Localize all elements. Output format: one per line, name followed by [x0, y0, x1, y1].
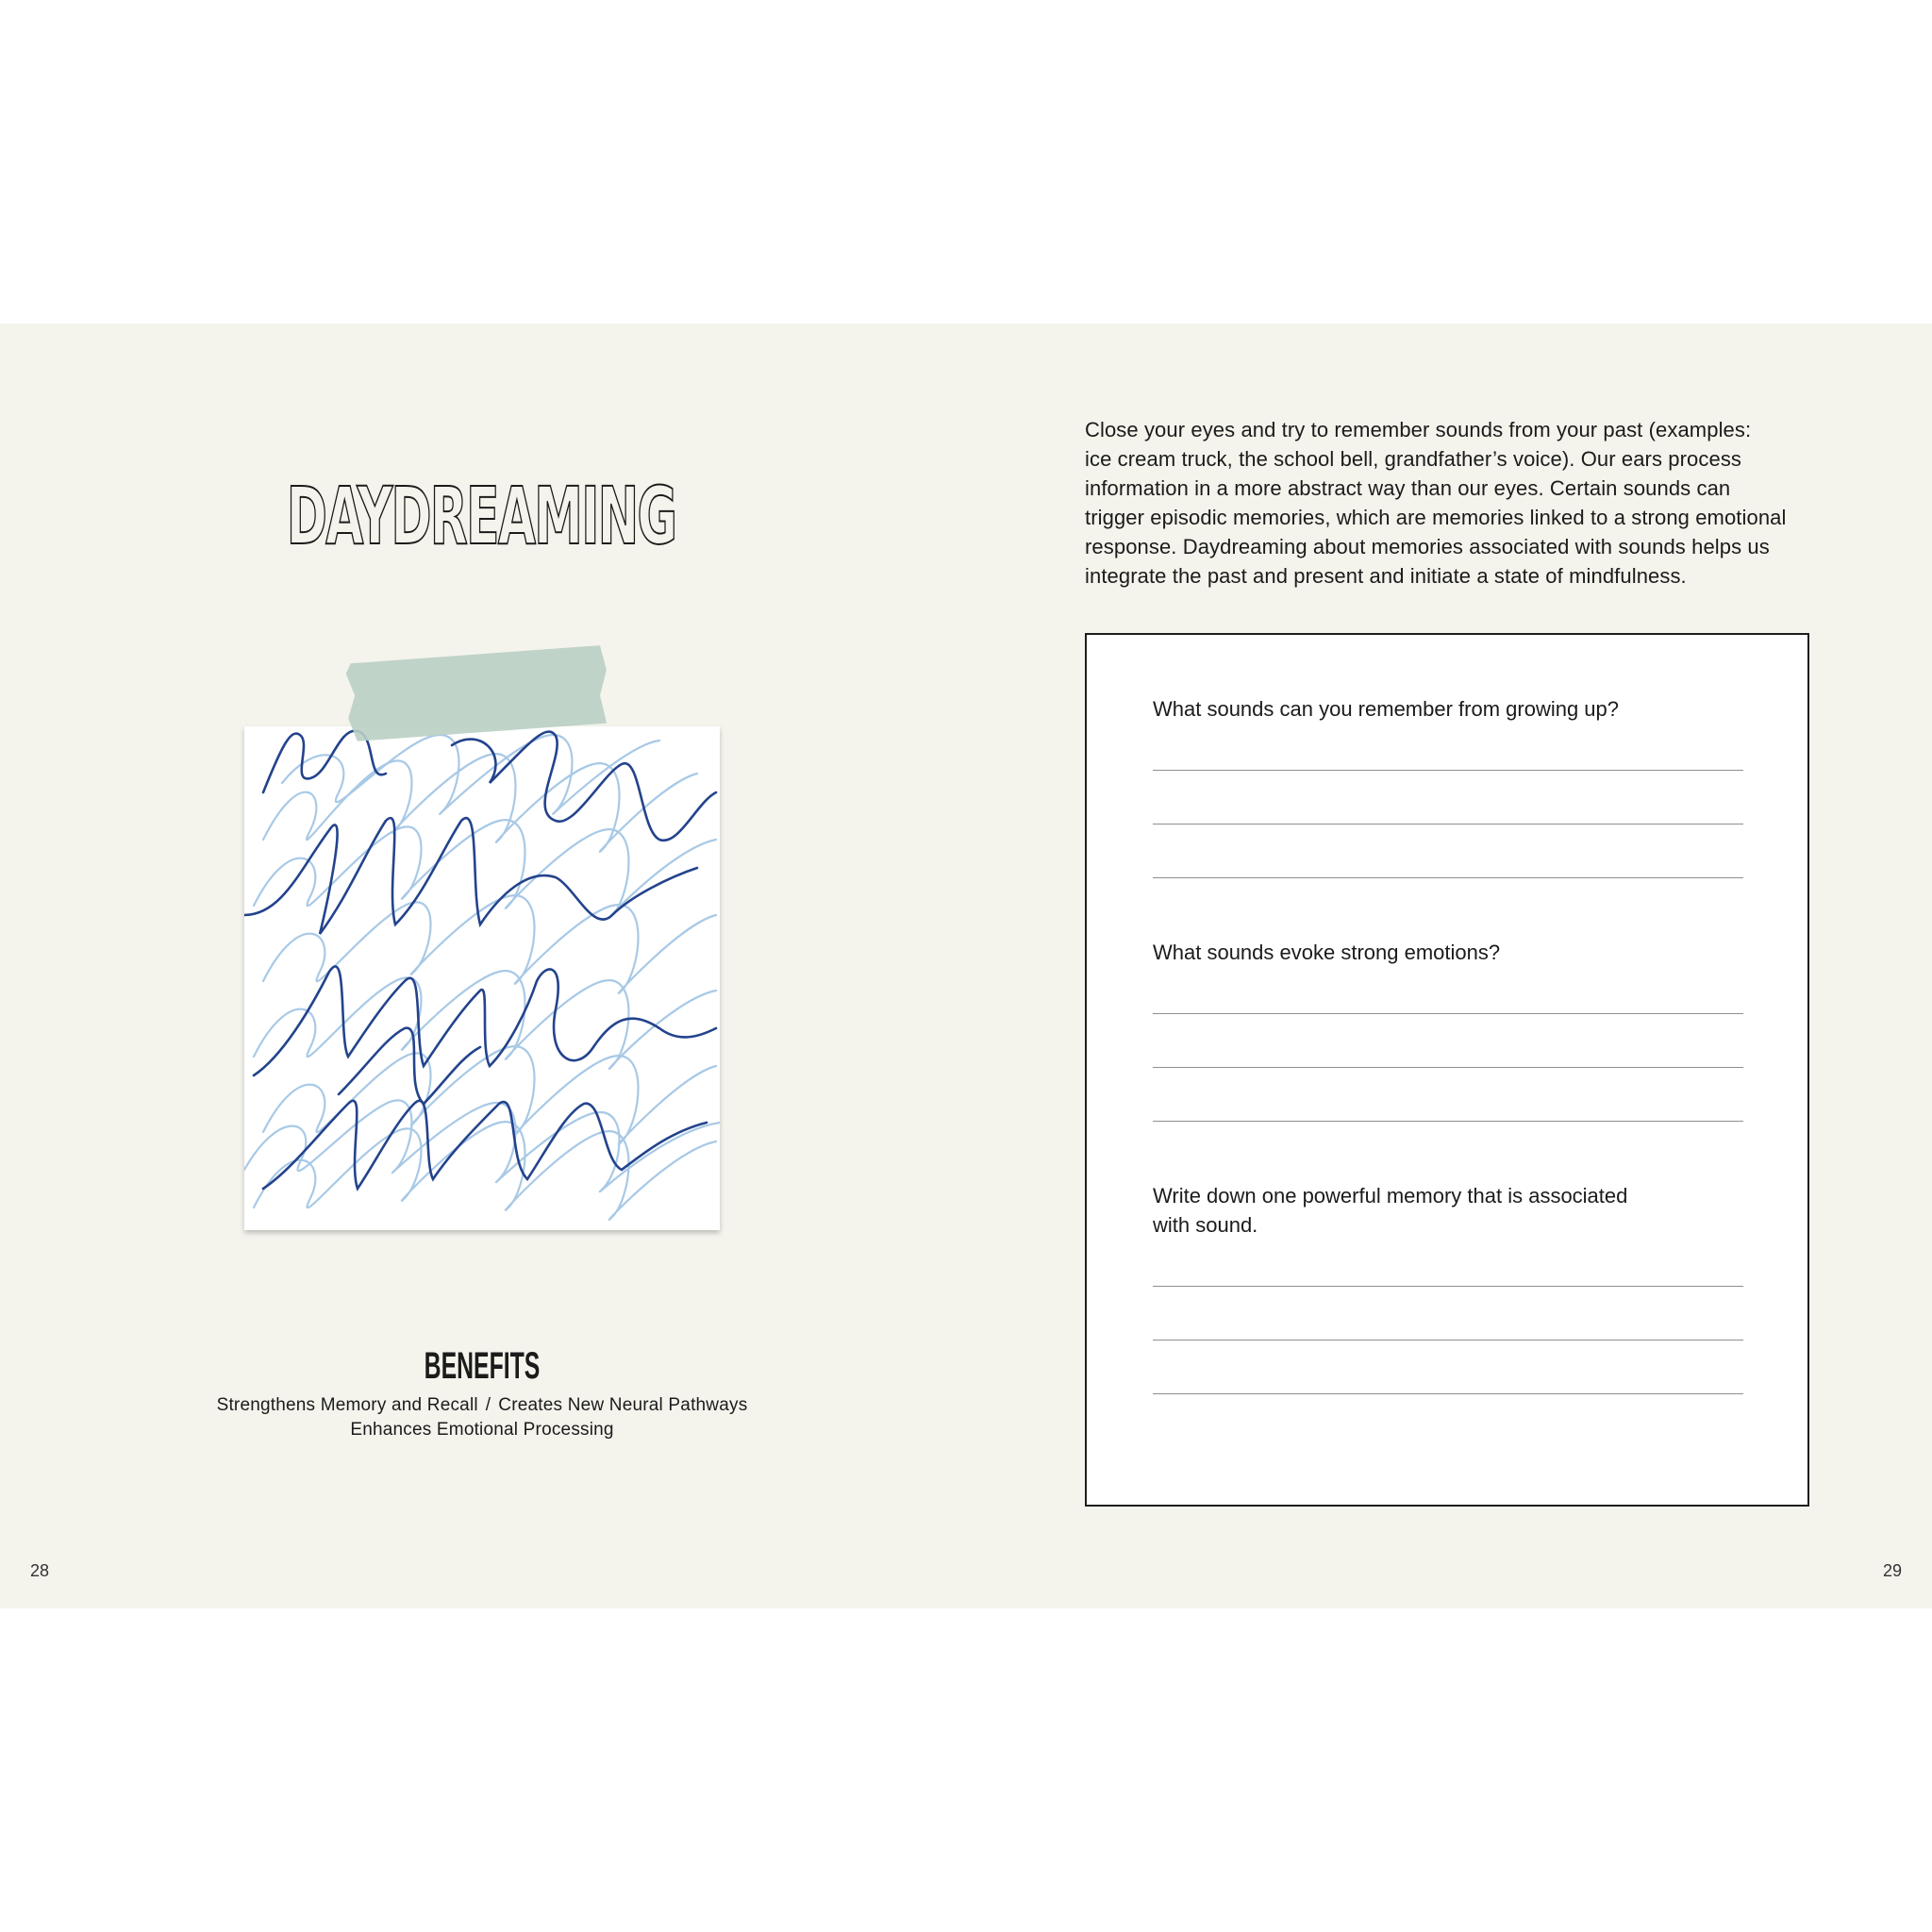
page-number-right: 29 — [1882, 1561, 1902, 1580]
intro-paragraph — [1085, 415, 1830, 591]
answer-line[interactable] — [1153, 1121, 1743, 1122]
intro-line: Close your eyes and try to remember sounds from your past (examples: — [1085, 418, 1752, 441]
benefit-separator: / — [485, 1395, 491, 1415]
answer-line[interactable] — [1153, 1340, 1743, 1341]
intro-line: ice cream truck, the school bell, grandfather’s voice). Our ears process — [1085, 447, 1742, 471]
question-1 — [1153, 694, 1681, 724]
answer-line[interactable] — [1153, 1393, 1743, 1394]
answer-line[interactable] — [1153, 1067, 1743, 1068]
intro-line: information in a more abstract way than our eyes. Certain sounds can — [1085, 476, 1731, 500]
question-3 — [1153, 1181, 1681, 1240]
question-text: What sounds can you remember from growing up? — [1153, 697, 1620, 721]
left-page — [0, 324, 966, 1608]
answer-line[interactable] — [1153, 877, 1743, 878]
benefit-item: Creates New Neural Pathways — [498, 1395, 748, 1415]
page-number-left: 28 — [30, 1561, 50, 1580]
book-spread — [0, 324, 1932, 1608]
benefits-line-1 — [94, 1395, 870, 1416]
answer-line[interactable] — [1153, 770, 1743, 771]
right-page — [966, 324, 1932, 1608]
intro-line: integrate the past and present and initiate a state of mindfulness. — [1085, 564, 1687, 588]
answer-line[interactable] — [1153, 1013, 1743, 1014]
question-2 — [1153, 938, 1681, 967]
benefit-item: Strengthens Memory and Recall — [216, 1395, 478, 1415]
answer-line[interactable] — [1153, 1286, 1743, 1287]
benefits-heading: BENEFITS — [424, 1345, 541, 1387]
page-title: DAYDREAMING — [286, 470, 676, 562]
question-text: What sounds evoke strong emotions? — [1153, 941, 1501, 964]
scribble-artwork — [244, 726, 720, 1230]
question-text: Write down one powerful memory that is associated — [1153, 1184, 1628, 1208]
scribble-illustration — [244, 726, 720, 1230]
benefit-item: Enhances Emotional Processing — [350, 1420, 614, 1440]
journal-box — [1085, 633, 1809, 1507]
intro-line: response. Daydreaming about memories associated with sounds helps us — [1085, 535, 1770, 558]
benefits-line-2 — [94, 1420, 870, 1441]
intro-line: trigger episodic memories, which are memories linked to a strong emotional — [1085, 506, 1787, 529]
question-text: with sound. — [1153, 1213, 1258, 1237]
